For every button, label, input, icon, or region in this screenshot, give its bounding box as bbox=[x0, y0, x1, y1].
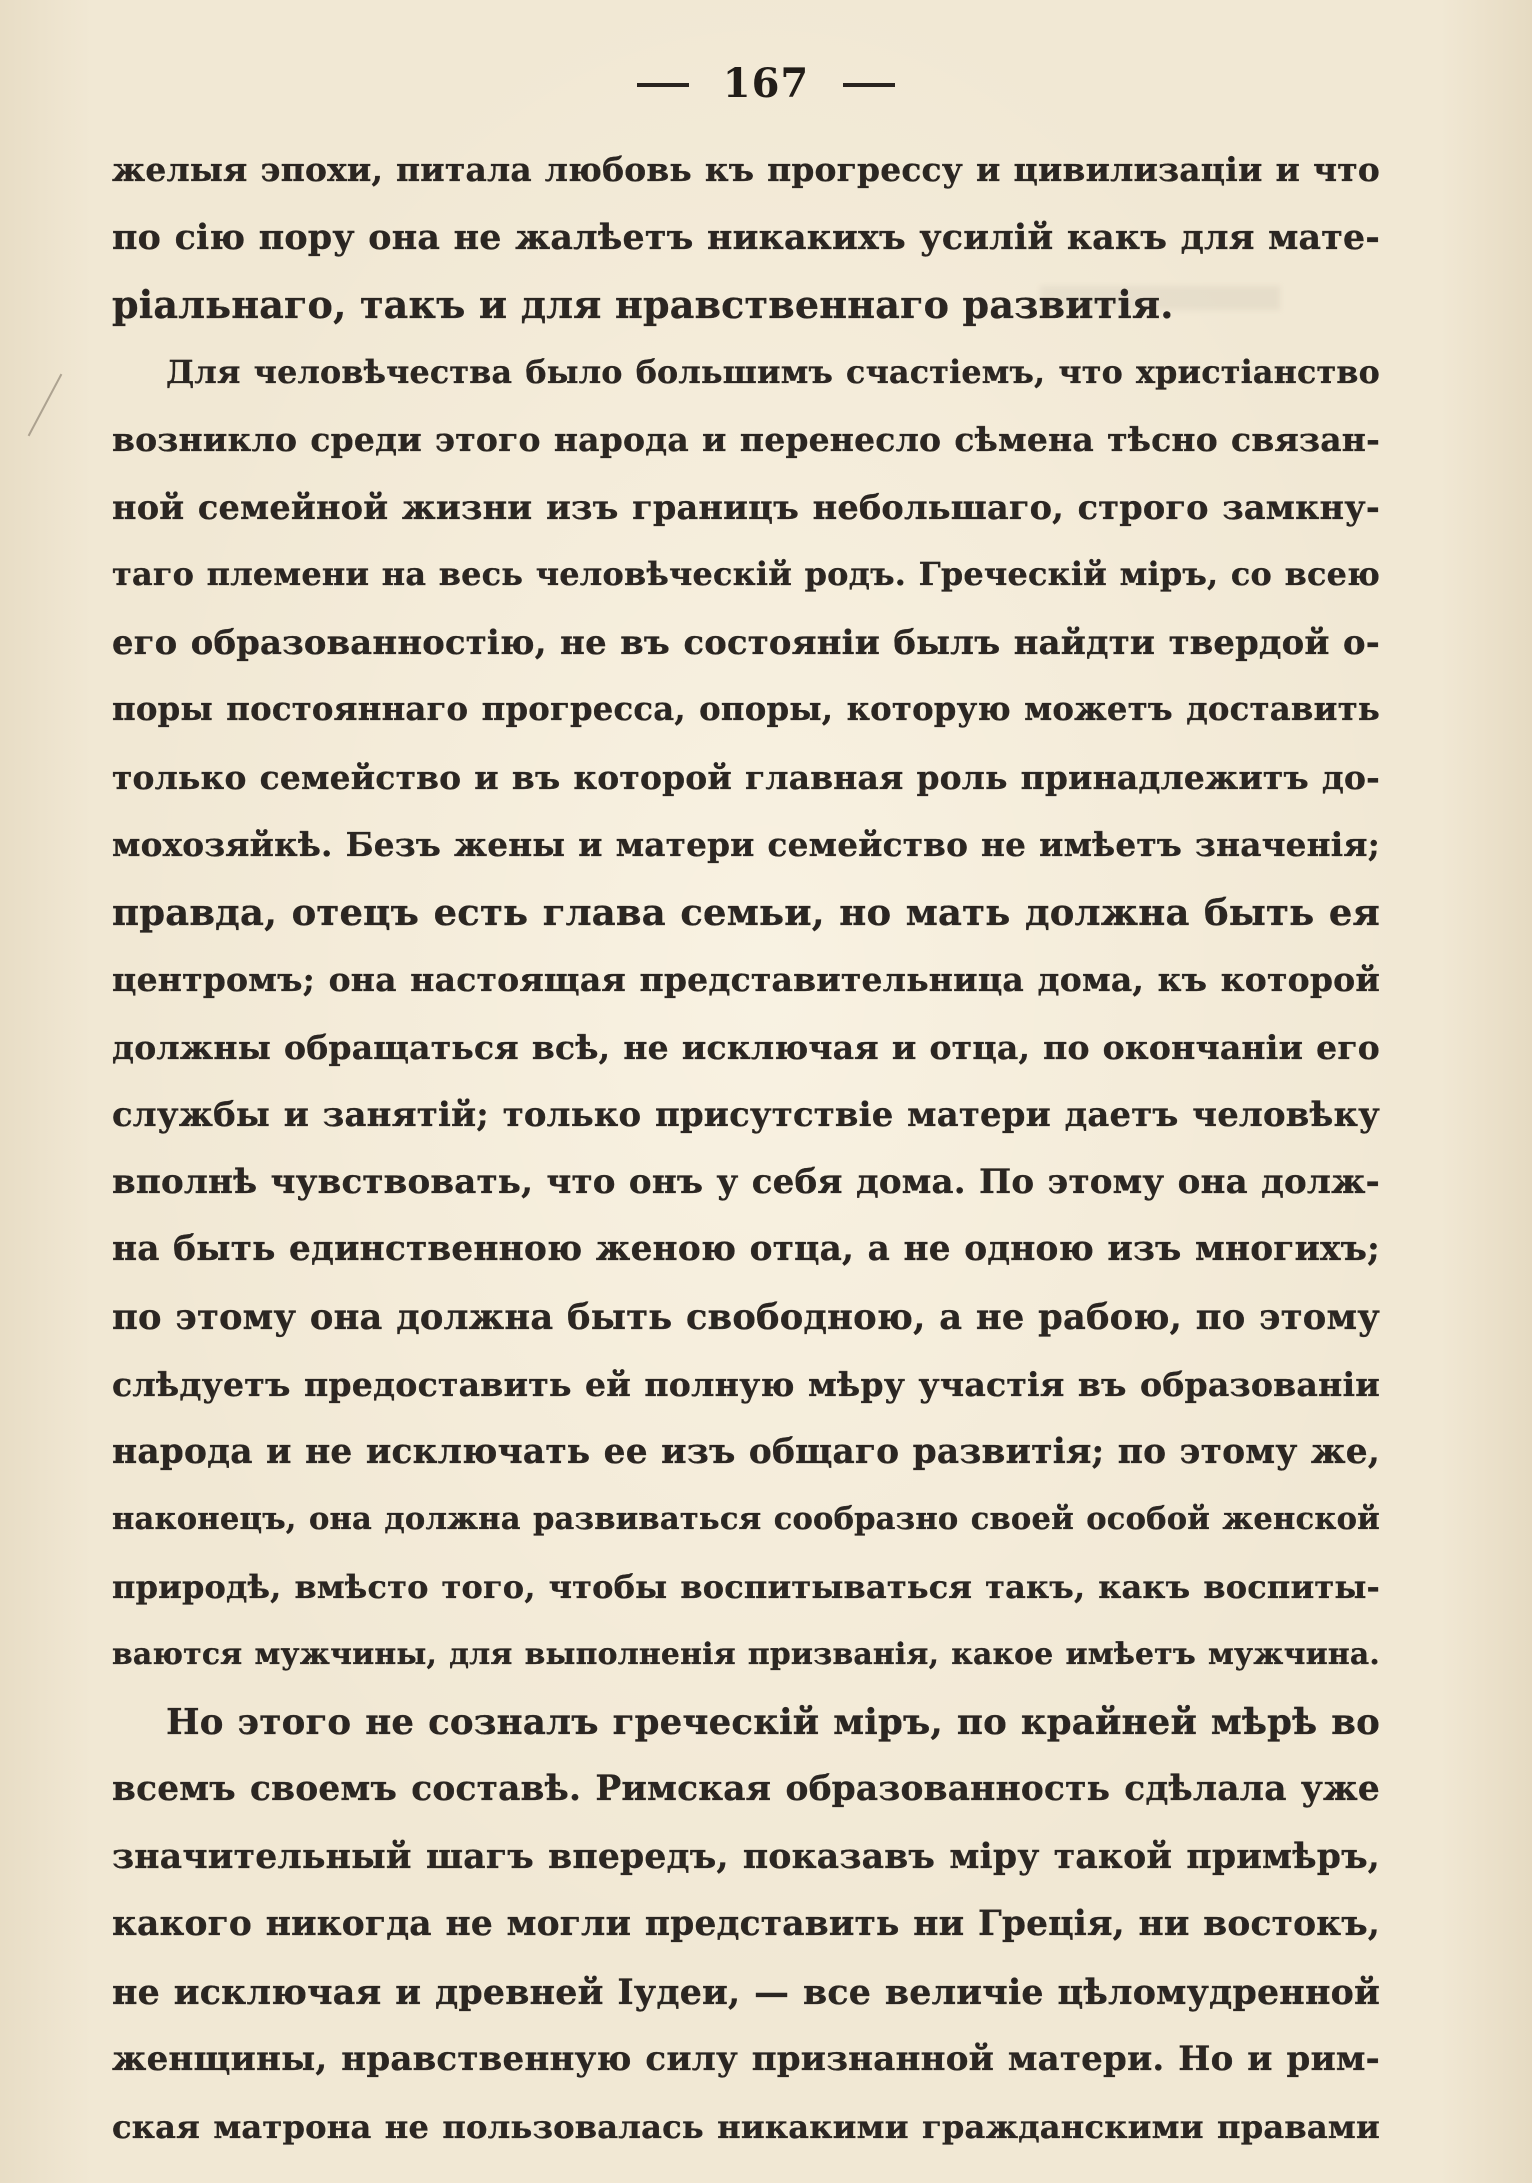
text-line: по сію пору она не жалѣетъ никакихъ усилій какъ для мате- bbox=[112, 216, 1380, 258]
text-line: наконецъ, она должна развиваться сообразно своей особой женской bbox=[112, 1501, 1380, 1537]
margin-stray-mark bbox=[28, 374, 63, 437]
text-line: таго племени на весь человѣческій родъ. Греческій міръ, со всею bbox=[112, 555, 1380, 593]
text-line: женщины, нравственную силу признанной матери. Но и рим- bbox=[112, 2039, 1380, 2079]
text-line: возникло среди этого народа и перенесло сѣмена тѣсно связан- bbox=[112, 420, 1380, 459]
text-line: слѣдуетъ предоставить ей полную мѣру участія въ образованіи bbox=[112, 1365, 1380, 1404]
text-line-paragraph-end: ріальнаго, такъ и для нравственнаго развитія. bbox=[112, 282, 1174, 327]
text-line: вполнѣ чувствовать, что онъ у себя дома. По этому она долж- bbox=[112, 1161, 1380, 1202]
text-line: всемъ своемъ составѣ. Римская образованность сдѣлала уже bbox=[112, 1769, 1380, 1809]
page-number-header bbox=[0, 60, 1532, 107]
text-line: не исключая и древней Іудеи, — все величіе цѣломудренной bbox=[112, 1971, 1380, 2013]
text-line: центромъ; она настоящая представительница дома, къ которой bbox=[112, 960, 1380, 999]
text-line: ной семейной жизни изъ границъ небольшаго, строго замкну- bbox=[112, 487, 1380, 527]
text-line-paragraph-start: Для человѣчества было большимъ счастіемъ, что христіанство bbox=[166, 353, 1380, 391]
header-dash-left bbox=[637, 83, 689, 87]
text-line: поры постояннаго прогресса, опоры, которую можетъ доставить bbox=[112, 690, 1380, 728]
page-number: 167 bbox=[722, 60, 810, 107]
text-line: на быть единственною женою отца, а не одною изъ многихъ; bbox=[112, 1229, 1380, 1269]
text-line: значительный шагъ впередъ, показавъ міру такой примѣръ, bbox=[112, 1836, 1380, 1877]
text-line-paragraph-end: ваются мужчины, для выполненія призванія, какое имѣетъ мужчина. bbox=[112, 1637, 1380, 1672]
text-line: природѣ, вмѣсто того, чтобы воспитываться такъ, какъ воспиты- bbox=[112, 1567, 1380, 1606]
text-line-paragraph-start: Но этого не созналъ греческій міръ, по крайней мѣрѣ во bbox=[166, 1701, 1380, 1743]
text-line: его образованностію, не въ состояніи былъ найдти твердой о- bbox=[112, 621, 1380, 662]
text-line: ская матрона не пользовалась никакими гражданскими правами bbox=[112, 2107, 1380, 2146]
body-text bbox=[112, 136, 1380, 2161]
text-line: только семейство и въ которой главная роль принадлежитъ до- bbox=[112, 757, 1380, 797]
text-line: должны обращаться всѣ, не исключая и отца, по окончаніи его bbox=[112, 1027, 1380, 1067]
text-line: правда, отецъ есть глава семьи, но мать должна быть ея bbox=[112, 889, 1380, 934]
text-line: по этому она должна быть свободною, а не рабою, по этому bbox=[112, 1296, 1380, 1338]
text-line: какого никогда не могли представить ни Греція, ни востокъ, bbox=[112, 1904, 1380, 1944]
text-line: службы и занятій; только присутствіе матери даетъ человѣку bbox=[112, 1094, 1380, 1134]
text-line: мохозяйкѣ. Безъ жены и матери семейство не имѣетъ значенія; bbox=[112, 825, 1380, 864]
text-line: народа и не исключать ее изъ общаго развитія; по этому же, bbox=[112, 1431, 1380, 1472]
header-dash-right bbox=[843, 83, 895, 87]
text-line: желыя эпохи, питала любовь къ прогрессу и цивилизаціи и что bbox=[112, 150, 1380, 189]
